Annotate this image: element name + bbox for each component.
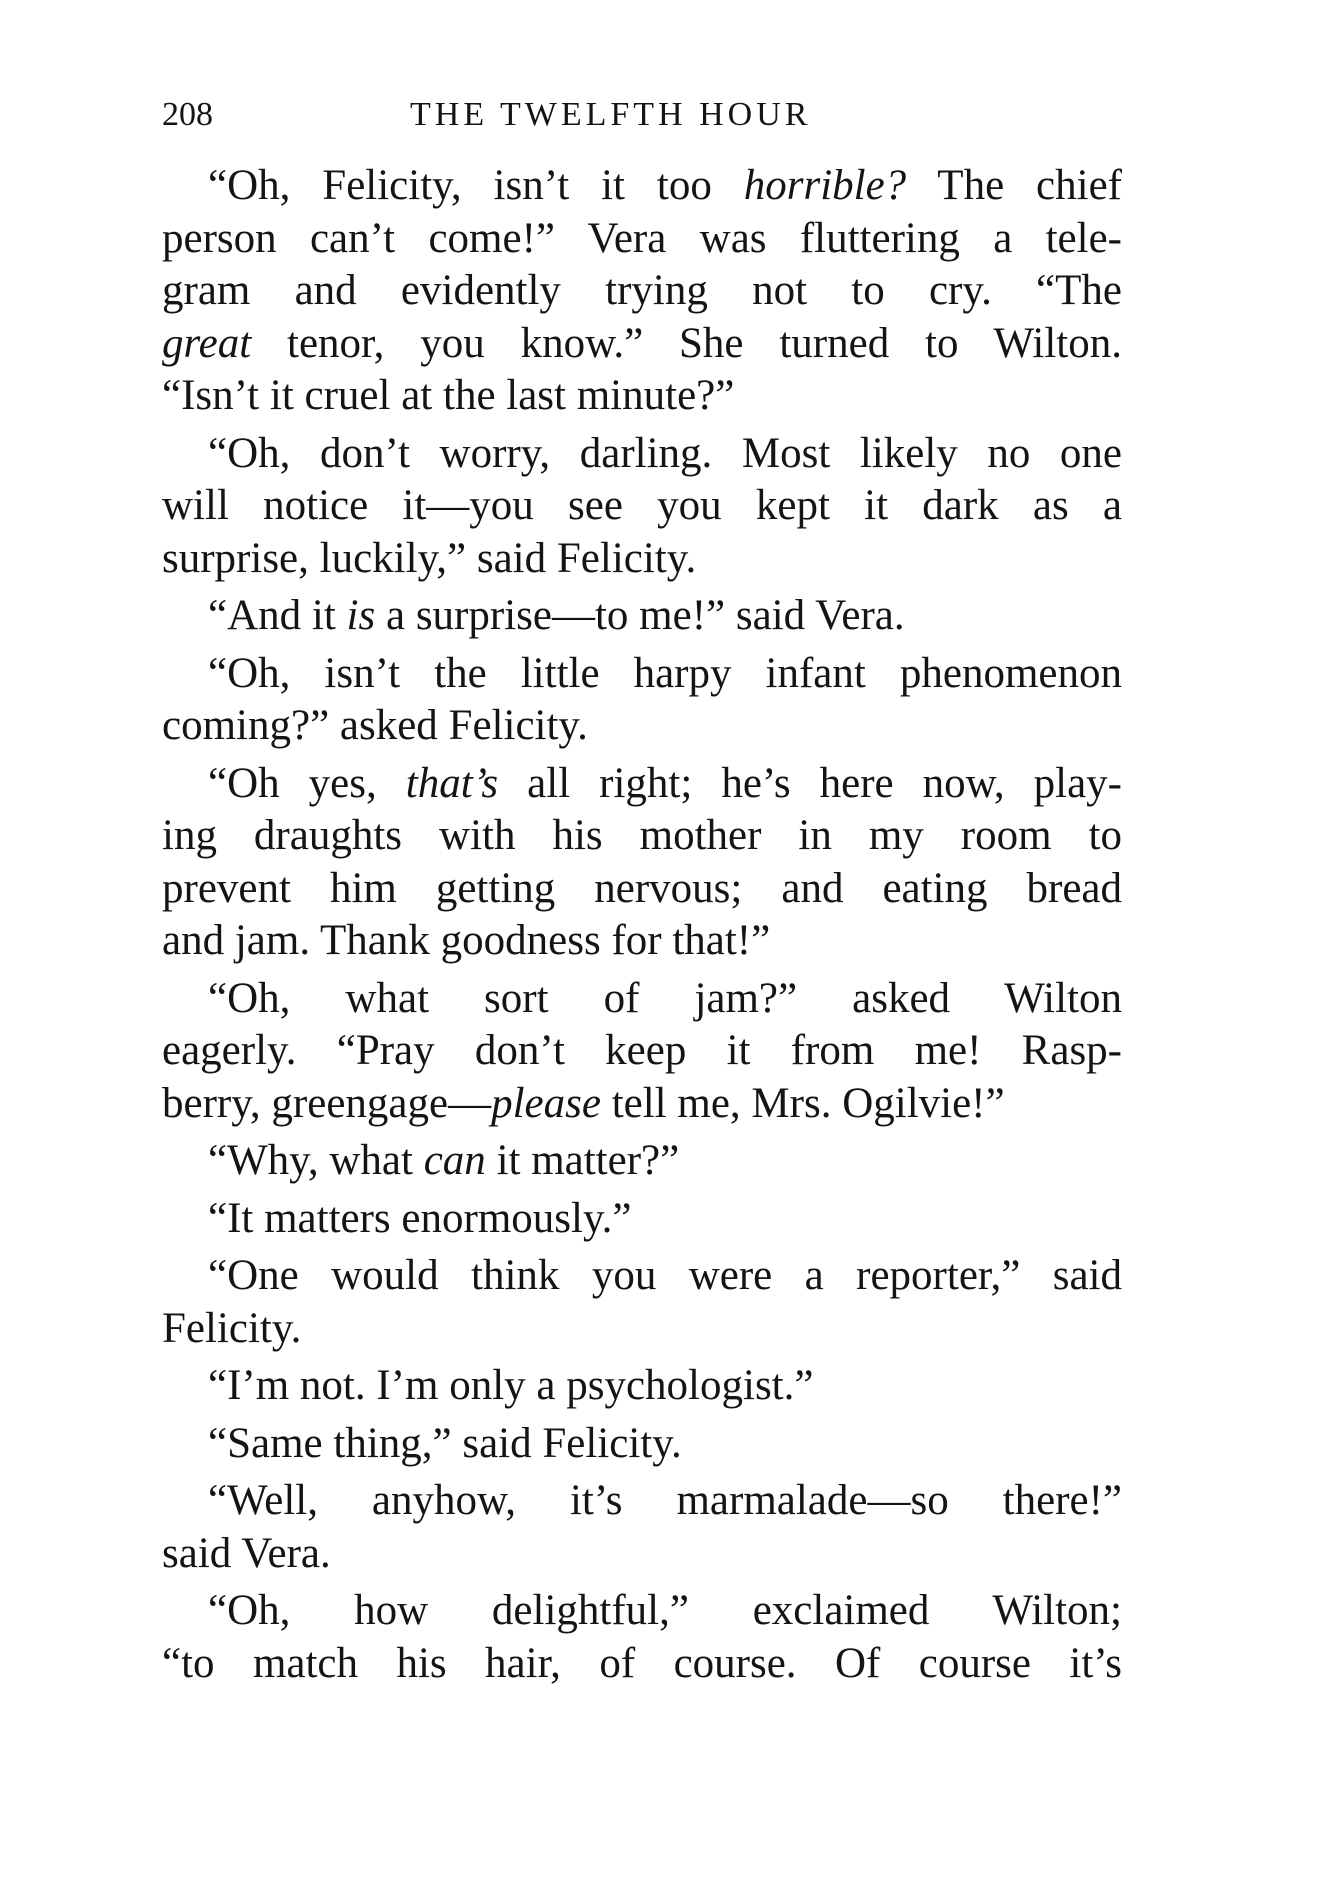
text-run: “Well, anyhow, it’s marmalade—so there!” xyxy=(208,1477,1122,1524)
text-line xyxy=(162,1193,1122,1246)
text-run: “I’m not. I’m only a psychologist.” xyxy=(208,1362,814,1409)
text-line xyxy=(162,1528,1122,1581)
page-number: 208 xyxy=(162,96,213,133)
text-run: “One would think you were a reporter,” said xyxy=(208,1252,1122,1299)
text-run: a surprise—to me!” said Vera. xyxy=(375,592,905,639)
italic-run: great xyxy=(162,319,252,367)
text-line xyxy=(162,160,1122,213)
text-line xyxy=(162,973,1122,1026)
paragraph xyxy=(162,1418,1122,1471)
text-run: eagerly. “Pray don’t keep it from me! Rasp- xyxy=(162,1027,1122,1074)
text-line xyxy=(162,1475,1122,1528)
text-line xyxy=(162,700,1122,753)
text-line xyxy=(162,480,1122,533)
text-run: person can’t come!” Vera was fluttering a tele- xyxy=(162,214,1122,262)
paragraph xyxy=(162,758,1122,968)
text-line xyxy=(162,810,1122,863)
paragraph xyxy=(162,1193,1122,1246)
italic-run: please xyxy=(491,1079,601,1127)
text-line xyxy=(162,1638,1122,1691)
text-line xyxy=(162,318,1122,371)
text-line xyxy=(162,1360,1122,1413)
text-run: surprise, luckily,” said Felicity. xyxy=(162,534,697,582)
text-line xyxy=(162,1585,1122,1638)
italic-run: horrible? xyxy=(743,162,907,209)
paragraph xyxy=(162,160,1122,423)
text-run: said Vera. xyxy=(162,1529,331,1577)
text-run: “Why, what xyxy=(208,1137,424,1184)
text-run: gram and evidently trying not to cry. “The xyxy=(162,267,1122,314)
italic-run: that’s xyxy=(405,759,499,807)
text-run: all right; he’s here now, play- xyxy=(498,759,1122,807)
text-run: “Oh, don’t worry, darling. Most likely no one xyxy=(208,429,1122,477)
text-run: “And it xyxy=(208,592,347,639)
italic-run: can xyxy=(423,1137,486,1184)
paragraph xyxy=(162,648,1122,753)
italic-run: is xyxy=(346,592,376,639)
text-line xyxy=(162,370,1122,423)
text-run: “Isn’t it cruel at the last minute?” xyxy=(162,372,735,419)
text-line xyxy=(162,863,1122,916)
text-run: Felicity. xyxy=(162,1304,302,1352)
text-run: “Oh, what sort of jam?” asked Wilton xyxy=(208,974,1122,1022)
paragraph xyxy=(162,1360,1122,1413)
paragraph xyxy=(162,1475,1122,1580)
text-line xyxy=(162,213,1122,266)
text-run: ing draughts with his mother in my room to xyxy=(162,812,1122,859)
text-run: will notice it—you see you kept it dark as a xyxy=(162,482,1122,529)
text-run: “to match his hair, of course. Of course it’s xyxy=(162,1639,1122,1687)
book-title: THE TWELFTH HOUR xyxy=(410,96,812,133)
paragraph xyxy=(162,428,1122,586)
paragraph xyxy=(162,1250,1122,1355)
text-run: it matter?” xyxy=(485,1137,680,1184)
text-run: prevent him getting nervous; and eating bread xyxy=(162,864,1122,912)
text-run: “Oh yes, xyxy=(208,759,406,807)
text-line xyxy=(162,1250,1122,1303)
text-run: coming?” asked Felicity. xyxy=(162,702,588,749)
text-line xyxy=(162,1135,1122,1188)
text-line xyxy=(162,758,1122,811)
paragraph xyxy=(162,1585,1122,1690)
text-line xyxy=(162,265,1122,318)
text-run: “Same thing,” said Felicity. xyxy=(208,1419,682,1467)
text-line xyxy=(162,533,1122,586)
paragraph xyxy=(162,1135,1122,1188)
text-run: “It matters enormously.” xyxy=(208,1194,632,1242)
text-run: and jam. Thank goodness for that!” xyxy=(162,917,771,964)
text-run: The chief xyxy=(906,162,1122,209)
text-run: berry, greengage— xyxy=(162,1079,492,1127)
text-line xyxy=(162,590,1122,643)
text-line xyxy=(162,428,1122,481)
text-run: “Oh, isn’t the little harpy infant phenomenon xyxy=(208,649,1122,697)
text-run: tenor, you know.” She turned to Wilton. xyxy=(251,319,1122,367)
text-line xyxy=(162,1303,1122,1356)
paragraph xyxy=(162,973,1122,1131)
text-line xyxy=(162,1078,1122,1131)
text-run: tell me, Mrs. Ogilvie!” xyxy=(600,1079,1005,1127)
text-line xyxy=(162,915,1122,968)
text-line xyxy=(162,1418,1122,1471)
paragraph xyxy=(162,590,1122,643)
text-run: “Oh, Felicity, isn’t it too xyxy=(208,162,744,209)
text-line xyxy=(162,1025,1122,1078)
text-line xyxy=(162,648,1122,701)
body-text xyxy=(162,160,1122,1695)
text-run: “Oh, how delightful,” exclaimed Wilton; xyxy=(208,1587,1122,1634)
running-head xyxy=(162,90,1122,140)
